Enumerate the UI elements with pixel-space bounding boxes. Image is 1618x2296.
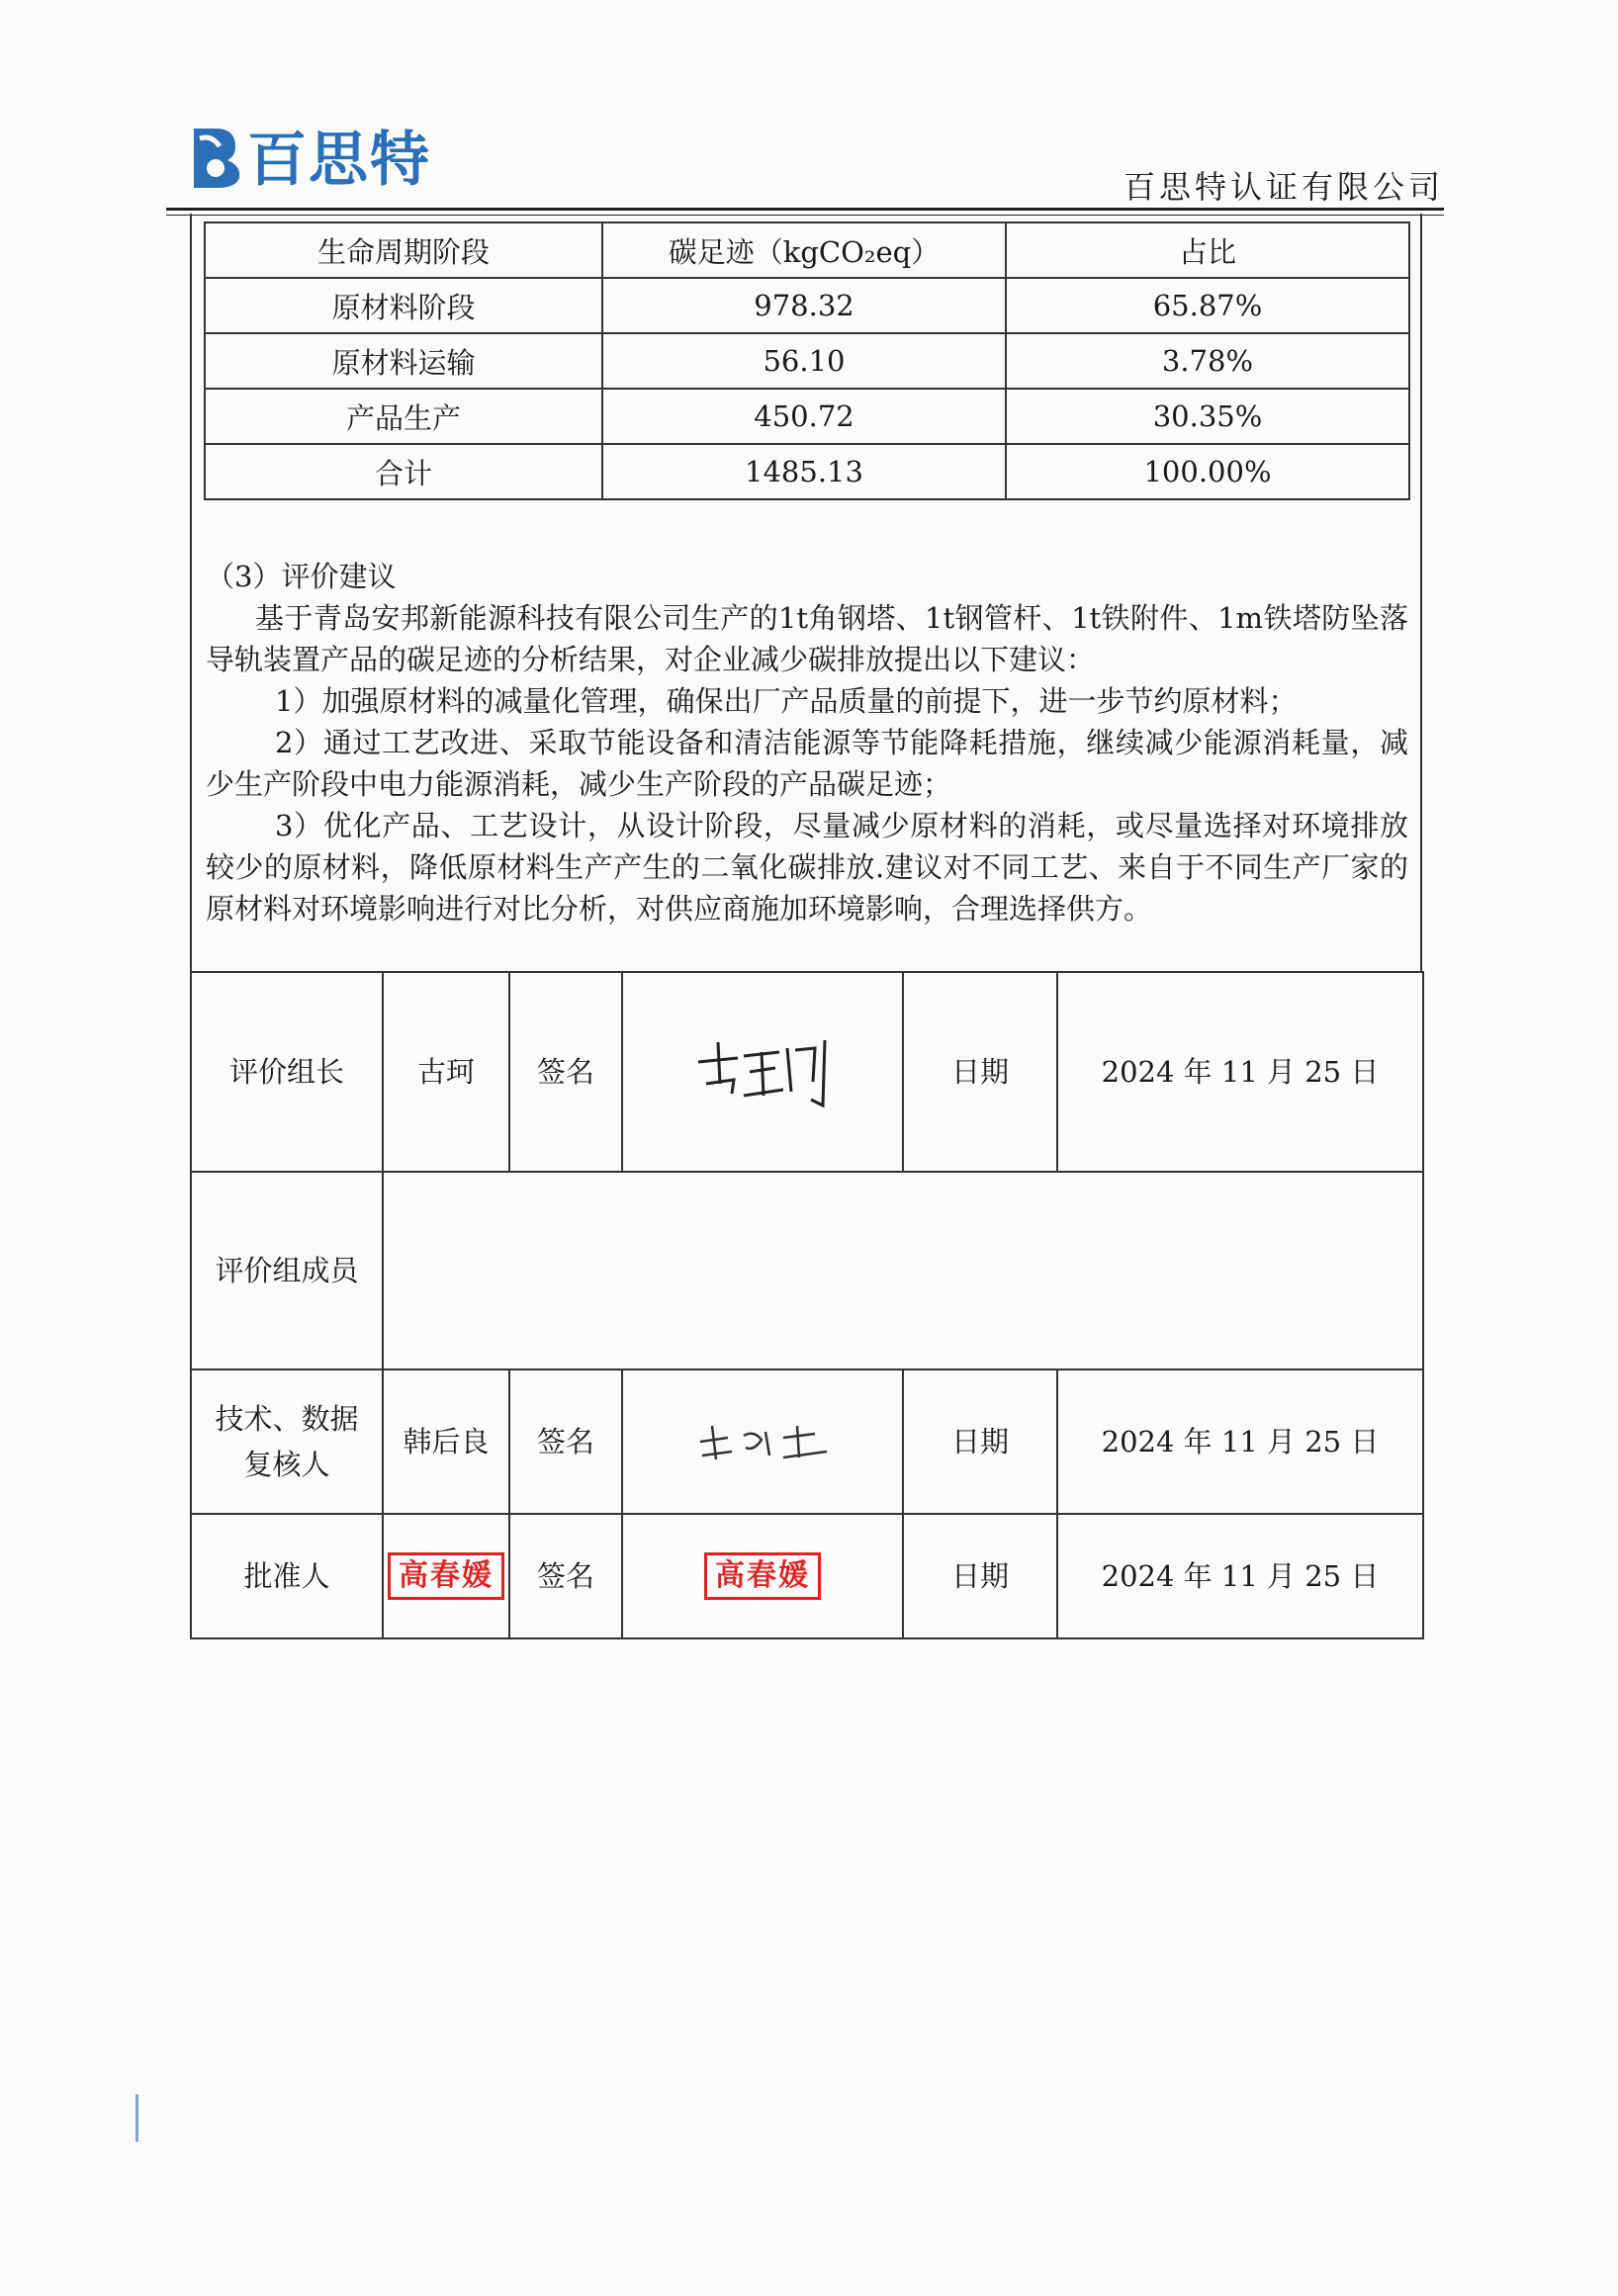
approver-date-label: 日期	[903, 1514, 1057, 1638]
table-cell: 100.00%	[1006, 444, 1409, 499]
logo-mark-icon	[186, 121, 245, 190]
approver-row	[191, 1514, 1423, 1638]
recommendation-3: 3）优化产品、工艺设计，从设计阶段，尽量减少原材料的消耗，或尽量选择对环境排放较少的原材料，降低原材料生产产生的二氧化碳排放.建议对不同工艺、来自于不同生产厂家的原材料对环境影响进行对比分析，对供应商施加环境影响，合理选择供方。	[206, 809, 1408, 926]
table-cell: 978.32	[602, 278, 1006, 333]
leader-signature	[622, 972, 903, 1172]
handwritten-signature-icon	[688, 1022, 837, 1121]
leader-role: 评价组长	[191, 972, 383, 1172]
table-row	[205, 333, 1409, 389]
table-cell: 56.10	[602, 333, 1006, 389]
reviewer-date: 2024 年 11 月 25 日	[1057, 1369, 1423, 1514]
members-role: 评价组成员	[191, 1172, 383, 1369]
table-cell: 原材料运输	[205, 333, 602, 389]
table-cell: 450.72	[602, 389, 1006, 444]
approver-signature-cell	[622, 1514, 903, 1638]
recommendation-2: 2）通过工艺改进、采取节能设备和清洁能源等节能降耗措施，继续减少能源消耗量，减少生产阶段中电力能源消耗，减少生产阶段的产品碳足迹；	[206, 726, 1408, 801]
table-cell: 1485.13	[602, 444, 1006, 499]
handwritten-signature-icon	[688, 1412, 837, 1471]
reviewer-role-line2: 复核人	[243, 1448, 330, 1481]
table-cell: 产品生产	[205, 389, 602, 444]
reviewer-role	[191, 1369, 383, 1514]
members-row	[191, 1172, 1423, 1369]
table-cell: 合计	[205, 444, 602, 499]
approver-name-cell	[383, 1514, 509, 1638]
reviewer-date-label: 日期	[903, 1369, 1057, 1514]
reviewer-role-line1: 技术、数据	[215, 1402, 359, 1436]
recommendation-1: 1）加强原材料的减量化管理，确保出厂产品质量的前提下，进一步节约原材料；	[275, 684, 1298, 718]
table-header-row	[205, 222, 1409, 278]
leader-name: 古珂	[383, 972, 509, 1172]
approver-sign-label: 签名	[509, 1514, 622, 1638]
signoff-table	[190, 971, 1424, 1639]
evaluation-heading: （3）评价建议	[206, 560, 397, 593]
approver-name-stamp: 高春媛	[388, 1552, 504, 1600]
reviewer-sign-label: 签名	[509, 1369, 622, 1514]
leader-sign-label: 签名	[509, 972, 622, 1172]
leader-row	[191, 972, 1423, 1172]
scan-margin-mark	[135, 2094, 138, 2142]
table-row	[205, 389, 1409, 444]
company-logo	[186, 117, 431, 194]
reviewer-signature	[622, 1369, 903, 1514]
table-row	[205, 278, 1409, 333]
evaluation-section	[206, 556, 1408, 929]
table-header-cell: 碳足迹（kgCO₂eq）	[602, 222, 1006, 278]
table-cell: 30.35%	[1006, 389, 1409, 444]
carbon-footprint-table	[204, 221, 1410, 500]
table-cell: 65.87%	[1006, 278, 1409, 333]
reviewer-row	[191, 1369, 1423, 1514]
members-empty-cell	[383, 1172, 1423, 1369]
table-cell: 原材料阶段	[205, 278, 602, 333]
table-header-cell: 生命周期阶段	[205, 222, 602, 278]
evaluation-intro: 基于青岛安邦新能源科技有限公司生产的1t角钢塔、1t钢管杆、1t铁附件、1m铁塔防坠落导轨装置产品的碳足迹的分析结果，对企业减少碳排放提出以下建议：	[206, 601, 1408, 676]
approver-date: 2024 年 11 月 25 日	[1057, 1514, 1423, 1638]
leader-date: 2024 年 11 月 25 日	[1057, 972, 1423, 1172]
table-header-cell: 占比	[1006, 222, 1409, 278]
leader-date-label: 日期	[903, 972, 1057, 1172]
table-cell: 3.78%	[1006, 333, 1409, 389]
reviewer-name: 韩后良	[383, 1369, 509, 1514]
table-total-row	[205, 444, 1409, 499]
company-name: 百思特认证有限公司	[1123, 168, 1444, 206]
approver-role: 批准人	[191, 1514, 383, 1638]
logo-text: 百思特	[247, 126, 431, 195]
approver-signature-stamp: 高春媛	[704, 1552, 821, 1600]
header-rule-thick	[166, 208, 1444, 211]
